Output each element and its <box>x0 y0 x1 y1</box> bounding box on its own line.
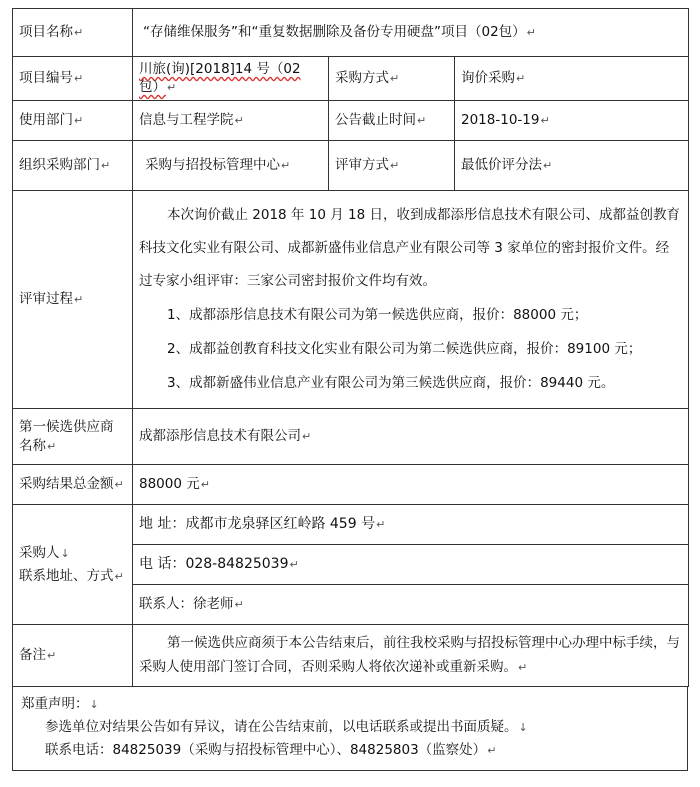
row-first-supplier <box>13 409 689 465</box>
declaration-title: 郑重声明：↓ <box>21 696 99 712</box>
value-project-name: “存储维保服务”和“重复数据删除及备份专用硬盘”项目（02包）↵ <box>133 9 689 57</box>
label-org-dept: 组织采购部门↵ <box>13 141 133 191</box>
label-purchaser: 采购人↓ 联系地址、方式↵ <box>13 505 133 625</box>
review-intro: 本次询价截止 2018 年 10 月 18 日，收到成都添彤信息技术有限公司、成都益创教育科技文化实业有限公司、成都新盛伟业信息产业有限公司等 3 家单位的密封报价文件。经过专家小组评审：三家公司密封报价文件均有效。 <box>139 207 680 289</box>
review-item-2: 2、成都益创教育科技文化实业有限公司为第二候选供应商，报价：89100 元； <box>167 341 642 357</box>
review-item-3: 3、成都新盛伟业信息产业有限公司为第三候选供应商，报价：89440 元。 <box>167 375 615 391</box>
value-review-method: 最低价评分法↵ <box>455 141 689 191</box>
announcement-document <box>12 8 688 771</box>
row-remark <box>13 625 689 687</box>
value-total-amount: 88000 元↵ <box>133 465 689 505</box>
label-review-process: 评审过程↵ <box>13 191 133 409</box>
label-project-name: 项目名称↵ <box>13 9 133 57</box>
row-org-dept <box>13 141 689 191</box>
label-total-amount: 采购结果总金额↵ <box>13 465 133 505</box>
declaration-box <box>12 687 688 771</box>
row-project-no <box>13 57 689 101</box>
value-purchaser-address: 地 址：成都市龙泉驿区红岭路 459 号↵ <box>133 505 689 545</box>
value-org-dept: 采购与招投标管理中心↵ <box>133 141 329 191</box>
announcement-table <box>12 8 689 687</box>
row-total-amount <box>13 465 689 505</box>
row-dept <box>13 101 689 141</box>
declaration-line-2: 联系电话：84825039（采购与招投标管理中心）、84825803（监察处）↵ <box>45 742 497 758</box>
declaration-line-1: 参选单位对结果公告如有异议，请在公告结束前，以电话联系或提出书面质疑。↓ <box>45 719 528 735</box>
label-purchase-method: 采购方式↵ <box>329 57 455 101</box>
value-purchase-method: 询价采购↵ <box>455 57 689 101</box>
label-dept: 使用部门↵ <box>13 101 133 141</box>
label-first-supplier: 第一候选供应商名称↵ <box>13 409 133 465</box>
row-review-process <box>13 191 689 409</box>
row-project-name <box>13 9 689 57</box>
review-item-1: 1、成都添彤信息技术有限公司为第一候选供应商，报价：88000 元； <box>167 307 588 323</box>
value-purchaser-phone: 电 话：028-84825039↵ <box>133 545 689 585</box>
label-project-no: 项目编号↵ <box>13 57 133 101</box>
value-purchaser-contact: 联系人：徐老师↵ <box>133 585 689 625</box>
value-remark: 第一候选供应商须于本公告结束后，前往我校采购与招投标管理中心办理中标手续，与采购人使用部门签订合同，否则采购人将依次递补或重新采购。↵ <box>133 625 689 687</box>
value-dept: 信息与工程学院↵ <box>133 101 329 141</box>
value-review-process <box>133 191 689 409</box>
label-review-method: 评审方式↵ <box>329 141 455 191</box>
row-purchaser-address <box>13 505 689 545</box>
value-deadline: 2018-10-19↵ <box>455 101 689 141</box>
label-deadline: 公告截止时间↵ <box>329 101 455 141</box>
label-remark: 备注↵ <box>13 625 133 687</box>
value-project-no: 川旅(询)[2018]14 号（02 包）↵ <box>133 57 329 101</box>
value-first-supplier: 成都添彤信息技术有限公司↵ <box>133 409 689 465</box>
